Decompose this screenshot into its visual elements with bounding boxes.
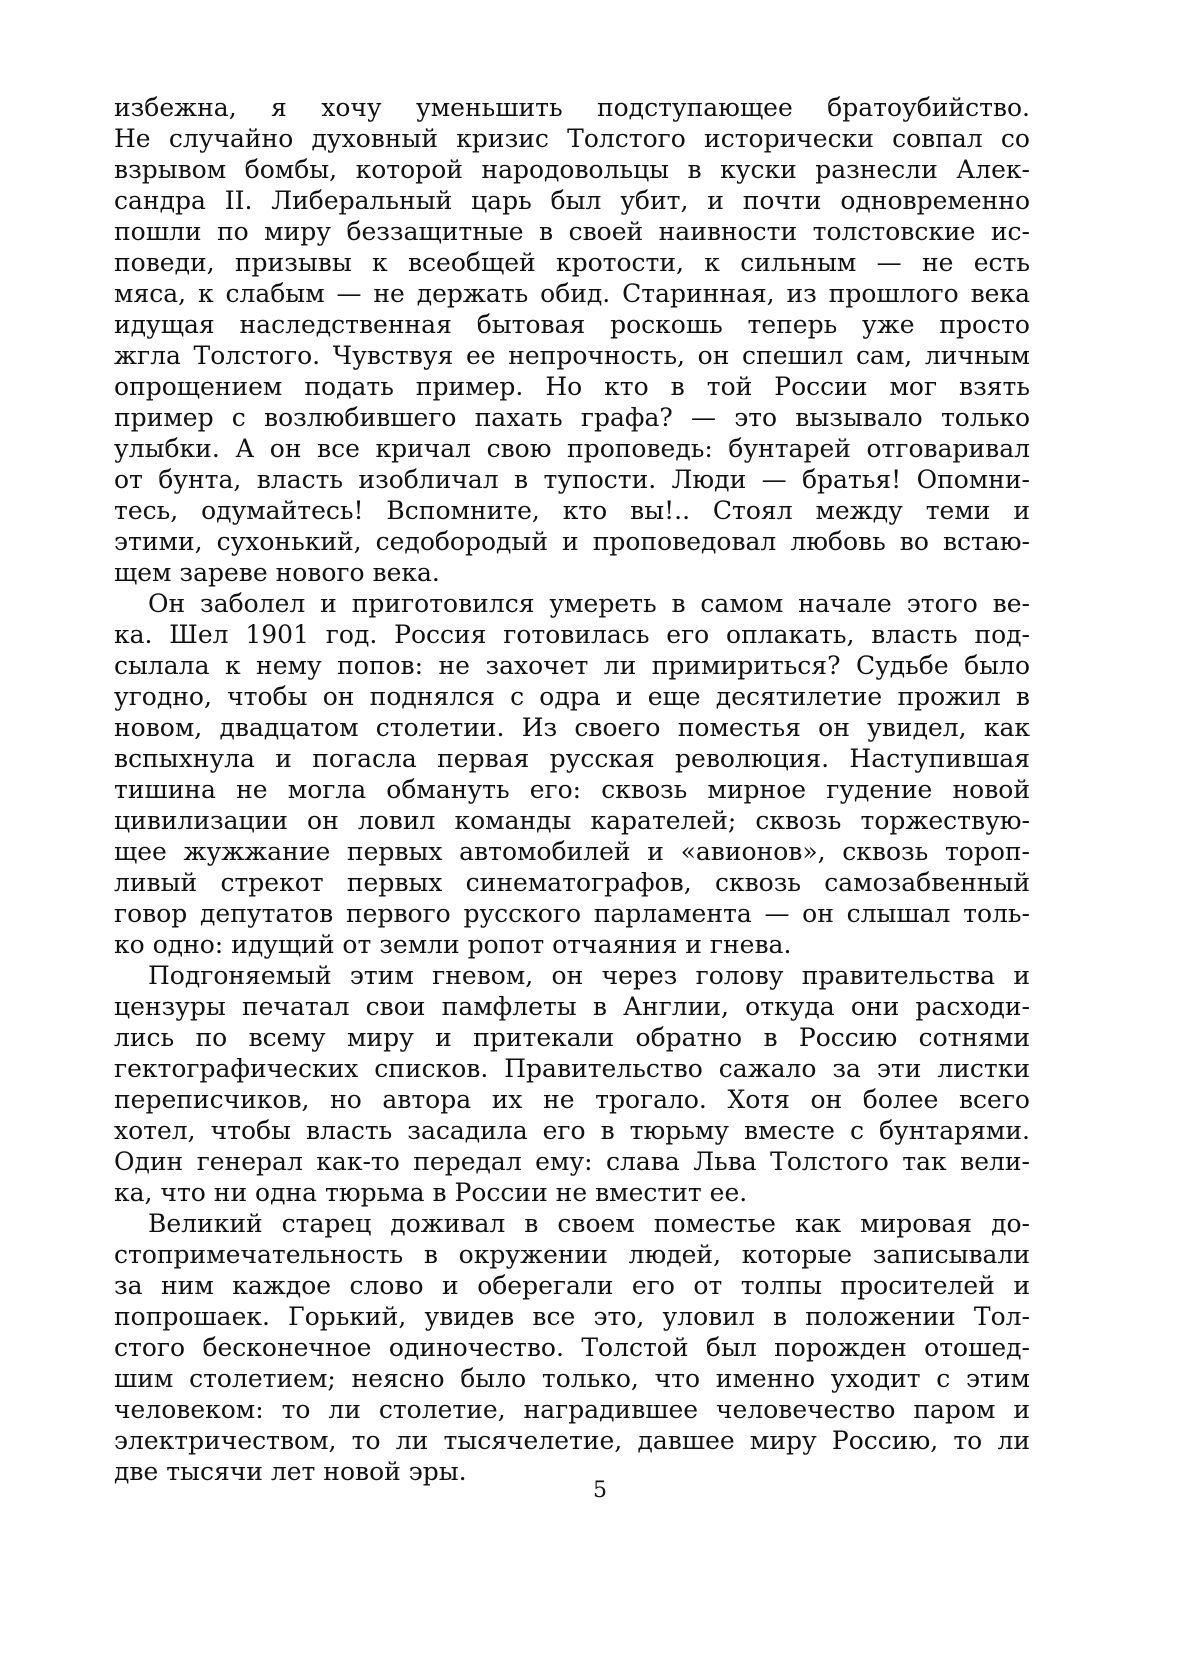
- text-line: переписчиков, но автора их не трогало. Хотя он более всего: [114, 1084, 1030, 1115]
- text-line: тишина не могла обмануть его: сквозь мирное гудение новой: [114, 774, 1030, 805]
- text-line: ка. Шел 1901 год. Россия готовилась его оплакать, власть под-: [114, 619, 1030, 650]
- text-line: гектографических списков. Правительство сажало за эти листки: [114, 1053, 1030, 1084]
- text-line: человеком: то ли столетие, наградившее человечество паром и: [114, 1394, 1030, 1425]
- text-line: избежна, я хочу уменьшить подступающее братоубийство.: [114, 92, 1030, 123]
- text-line: Он заболел и приготовился умереть в самом начале этого ве-: [114, 588, 1030, 619]
- text-line: опрощением подать пример. Но кто в той России мог взять: [114, 371, 1030, 402]
- text-line: электричеством, то ли тысячелетие, давшее миру Россию, то ли: [114, 1425, 1030, 1456]
- text-line: пример с возлюбившего пахать графа? — это вызывало только: [114, 402, 1030, 433]
- text-line: цивилизации он ловил команды карателей; сквозь торжествую-: [114, 805, 1030, 836]
- text-line: угодно, чтобы он поднялся с одра и еще десятилетие прожил в: [114, 681, 1030, 712]
- text-line: две тысячи лет новой эры.: [114, 1456, 1030, 1487]
- page-number: 5: [0, 1478, 1200, 1503]
- text-line: вспыхнула и погасла первая русская революция. Наступившая: [114, 743, 1030, 774]
- book-page: [0, 0, 1200, 1659]
- text-line: идущая наследственная бытовая роскошь теперь уже просто: [114, 309, 1030, 340]
- text-line: от бунта, власть изобличал в тупости. Люди — братья! Опомни-: [114, 464, 1030, 495]
- text-line: сылала к нему попов: не захочет ли примириться? Судьбе было: [114, 650, 1030, 681]
- text-line: сандра II. Либеральный царь был убит, и почти одновременно: [114, 185, 1030, 216]
- text-line: новом, двадцатом столетии. Из своего поместья он увидел, как: [114, 712, 1030, 743]
- text-line: поведи, призывы к всеобщей кротости, к сильным — не есть: [114, 247, 1030, 278]
- text-line: жгла Толстого. Чувствуя ее непрочность, он спешил сам, личным: [114, 340, 1030, 371]
- text-line: щем зареве нового века.: [114, 557, 1030, 588]
- paragraph: [114, 92, 1030, 588]
- text-line: Великий старец доживал в своем поместье как мировая до-: [114, 1208, 1030, 1239]
- text-line: шим столетием; неясно было только, что именно уходит с этим: [114, 1363, 1030, 1394]
- paragraph: [114, 588, 1030, 960]
- text-line: мяса, к слабым — не держать обид. Старинная, из прошлого века: [114, 278, 1030, 309]
- text-line: ливый стрекот первых синематографов, сквозь самозабвенный: [114, 867, 1030, 898]
- text-line: хотел, чтобы власть засадила его в тюрьму вместе с бунтарями.: [114, 1115, 1030, 1146]
- text-line: Подгоняемый этим гневом, он через голову правительства и: [114, 960, 1030, 991]
- text-line: взрывом бомбы, которой народовольцы в куски разнесли Алек-: [114, 154, 1030, 185]
- text-line: стого бесконечное одиночество. Толстой был порожден отошед-: [114, 1332, 1030, 1363]
- text-line: ко одно: идущий от земли ропот отчаяния и гнева.: [114, 929, 1030, 960]
- text-line: ка, что ни одна тюрьма в России не вместит ее.: [114, 1177, 1030, 1208]
- body-text: [114, 92, 1030, 1487]
- text-line: щее жужжание первых автомобилей и «авионов», сквозь тороп-: [114, 836, 1030, 867]
- text-line: стопримечательность в окружении людей, которые записывали: [114, 1239, 1030, 1270]
- text-line: попрошаек. Горький, увидев все это, уловил в положении Тол-: [114, 1301, 1030, 1332]
- text-line: цензуры печатал свои памфлеты в Англии, откуда они расходи-: [114, 991, 1030, 1022]
- text-line: говор депутатов первого русского парламента — он слышал толь-: [114, 898, 1030, 929]
- text-line: улыбки. А он все кричал свою проповедь: бунтарей отговаривал: [114, 433, 1030, 464]
- text-line: Не случайно духовный кризис Толстого исторически совпал со: [114, 123, 1030, 154]
- text-line: пошли по миру беззащитные в своей наивности толстовские ис-: [114, 216, 1030, 247]
- text-line: лись по всему миру и притекали обратно в Россию сотнями: [114, 1022, 1030, 1053]
- paragraph: [114, 1208, 1030, 1487]
- text-line: Один генерал как-то передал ему: слава Льва Толстого так вели-: [114, 1146, 1030, 1177]
- text-line: за ним каждое слово и оберегали его от толпы просителей и: [114, 1270, 1030, 1301]
- text-line: тесь, одумайтесь! Вспомните, кто вы!.. Стоял между теми и: [114, 495, 1030, 526]
- paragraph: [114, 960, 1030, 1208]
- text-line: этими, сухонький, седобородый и проповедовал любовь во встаю-: [114, 526, 1030, 557]
